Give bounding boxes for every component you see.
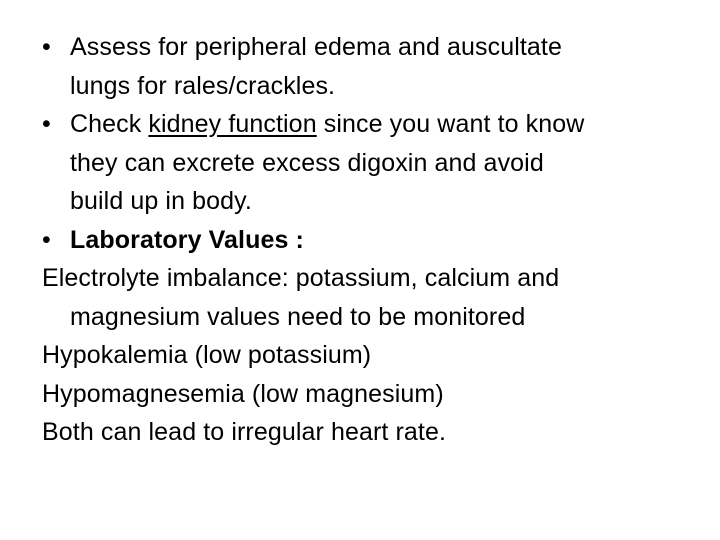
bullet-glyph: • xyxy=(42,33,51,61)
bullet-item-2-line-1 xyxy=(42,105,712,144)
bullet-item-3-line-1 xyxy=(42,221,712,260)
bullet-item-1-line-2 xyxy=(42,67,712,106)
bullet-item-1-continuation: lungs for rales/crackles. xyxy=(70,71,336,100)
paragraph-electrolyte-continuation: magnesium values need to be monitored xyxy=(70,302,526,331)
paragraph-irregular-heart-rate-text: Both can lead to irregular heart rate. xyxy=(42,418,447,446)
bullet-glyph: • xyxy=(42,225,51,254)
paragraph-hypomagnesemia xyxy=(42,375,712,414)
bullet-item-1-line-1 xyxy=(42,28,712,67)
bullet-item-2-line-2 xyxy=(42,144,712,183)
paragraph-hypokalemia xyxy=(42,336,712,375)
bullet-glyph: • xyxy=(42,110,51,138)
paragraph-hypomagnesemia-text: Hypomagnesemia (low magnesium) xyxy=(42,379,444,408)
bullet-item-2-text-post: since you want to know xyxy=(316,110,585,138)
paragraph-irregular-heart-rate xyxy=(42,413,712,452)
bullet-item-2-text-pre: Check xyxy=(70,110,149,138)
bullet-item-2-continuation-1: they can excrete excess digoxin and avoid xyxy=(70,148,544,177)
laboratory-values-heading: Laboratory Values : xyxy=(70,225,304,254)
kidney-function-underlined: kidney function xyxy=(148,110,317,138)
bullet-item-2-continuation-2: build up in body. xyxy=(70,187,252,215)
bullet-item-1-text: Assess for peripheral edema and auscultate xyxy=(70,33,562,61)
slide-body-text xyxy=(42,28,712,452)
paragraph-electrolyte-text: Electrolyte imbalance: potassium, calcium and xyxy=(42,264,560,292)
paragraph-hypokalemia-text: Hypokalemia (low potassium) xyxy=(42,341,372,369)
bullet-item-2-line-3 xyxy=(42,182,712,221)
paragraph-electrolyte-line-1 xyxy=(42,259,712,298)
paragraph-electrolyte-line-2 xyxy=(42,298,712,337)
